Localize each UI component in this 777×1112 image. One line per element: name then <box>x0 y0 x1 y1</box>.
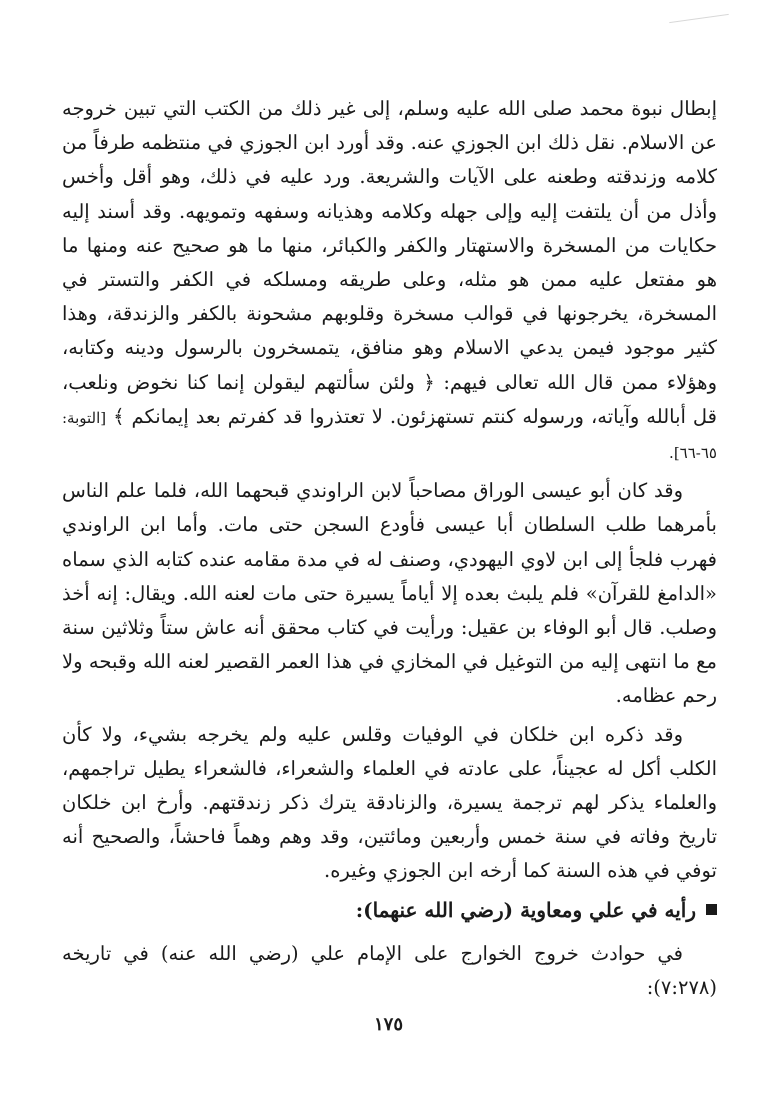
square-bullet-icon <box>706 904 717 915</box>
book-page-text <box>62 92 717 1005</box>
paragraph-abu-isa: وقد كان أبو عيسى الوراق مصاحباً لابن الراوندي قبحهما الله، فلما علم الناس بأمرهما طلب السلطان أبا عيسى فأودع السجن حتى مات. وأما ابن الراوندي فهرب فلجأ إلى ابن لاوي اليهودي، وصنف له في مدة مقامه عنده كتابه الذي سماه «الدامغ للقرآن» فلم يلبث بعده إلا أياماً يسيرة حتى مات لعنه الله. ويقال: إنه أخذ وصلب. قال أبو الوفاء بن عقيل: ورأيت في كتاب محقق أنه عاش ستاً وثلاثين سنة مع ما انتهى إليه من التوغيل في المخازي في هذا العمر القصير لعنه الله وقبحه ولا رحم عظامه. <box>62 479 717 708</box>
quran-reference: [التوبة: ٦٥-٦٦]. <box>62 408 717 463</box>
paragraph-ibn-khallikan: وقد ذكره ابن خلكان في الوفيات وقلس عليه ولم يخرجه بشيء، ولا كأن الكلب أكل له عجيناً، على عادته في العلماء والشعراء، فالشعراء يطيل تراجمهم، والعلماء يذكر لهم ترجمة يسيرة، والزنادقة يترك ذكر زندقتهم. وأرخ ابن خلكان تاريخ وفاته في سنة خمس وأربعين ومائتين، وقد وهم وهماً فاحشاً، والصحيح أنه توفي في هذه السنة كما أرخه ابن الجوزي وغيره. <box>62 722 717 883</box>
paragraph-ibn-rawandi-books <box>62 92 717 470</box>
paragraph-1-text: إبطال نبوة محمد صلى الله عليه وسلم، إلى غير ذلك من الكتب التي تبين خروجه عن الاسلام. نقل ذلك ابن الجوزي عنه. وقد أورد ابن الجوزي في منتظمه طرفاً من كلامه وزندقته وطعنه على الآيات والشريعة. ورد عليه في ذلك، وهو أقل وأخس وأذل من أن يلتفت إليه وإلى جهله وكلامه وهذيانه وسفهه وتمويهه. وقد أسند إليه حكايات من المسخرة والاستهتار والكفر والكبائر، منها ما هو صحيح عنه ومنها ما هو مفتعل عليه ممن هو مثله، وعلى طريقه ومسلكه في الكفر والتستر في المسخرة، يخرجونها في قوالب مسخرة وقلوبهم مشحونة بالكفر والزندقة، وهذا كثير موجود فيمن يدعي الاسلام وهو منافق، يتمسخرون بالرسول ودينه وكتابه، وهؤلاء ممن قال الله تعالى فيهم: ﴿ ولئن سألتهم ليقولن إنما كنا نخوض ونلعب، قل أبالله وآياته، ورسوله كنتم تستهزئون. لا تعتذروا قد كفرتم بعد إيمانكم ﴾ <box>62 97 718 428</box>
paragraph-khawarij: في حوادث خروج الخوارج على الإمام علي (رضي الله عنه) في تاريخه (٧:٢٧٨): <box>62 941 717 1000</box>
section-heading <box>62 893 717 927</box>
page-number: ١٧٥ <box>373 1014 403 1035</box>
section-heading-text: رأيه في علي ومعاوية (رضي الله عنهما): <box>355 897 696 922</box>
scan-artifact-line <box>669 14 729 23</box>
